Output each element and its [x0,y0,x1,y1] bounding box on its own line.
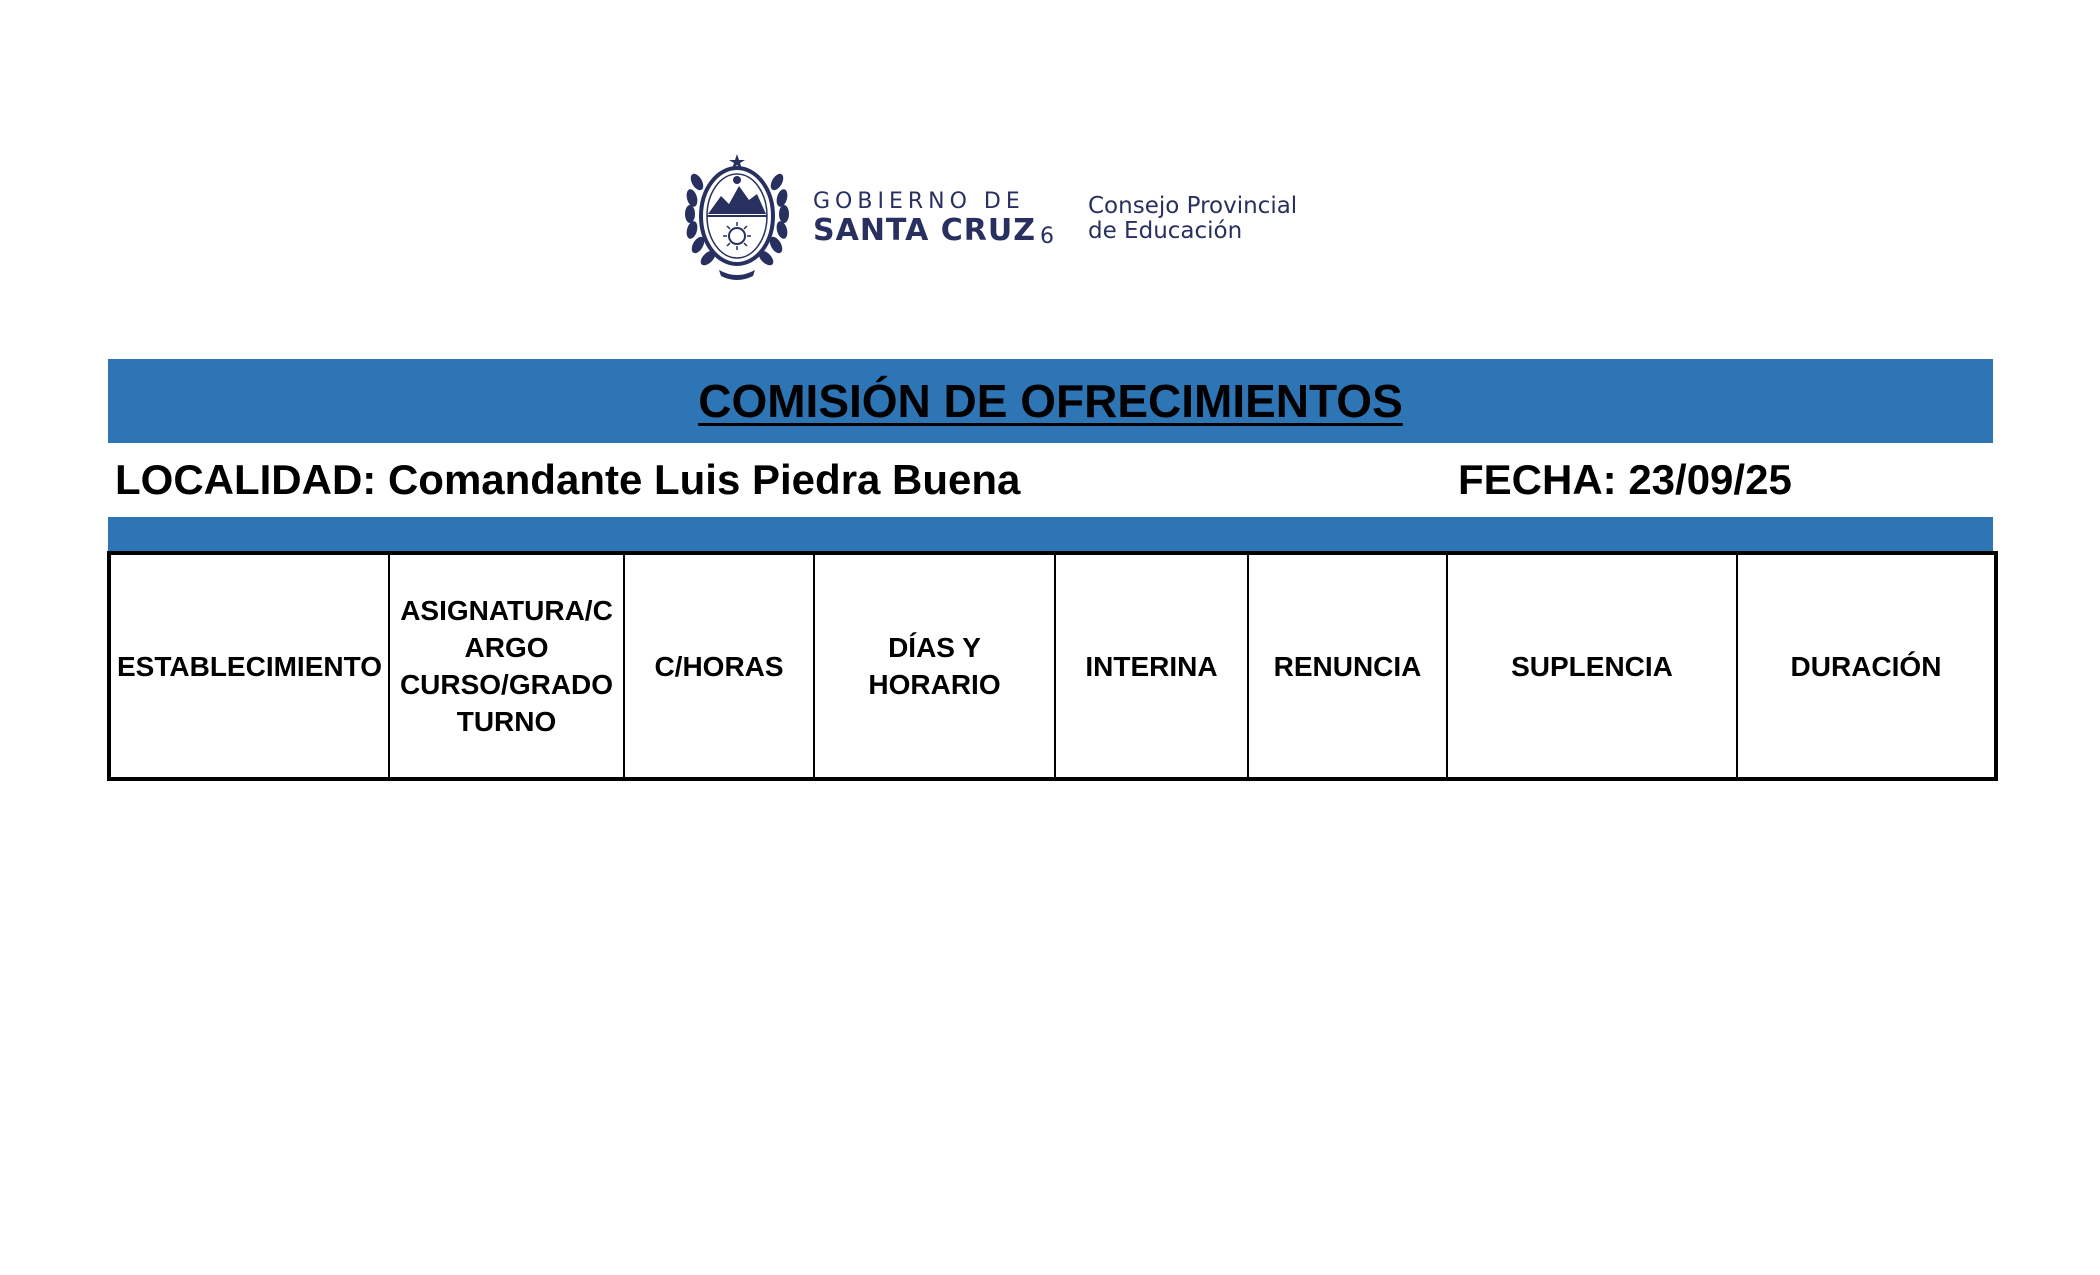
page-title: COMISIÓN DE OFRECIMIENTOS [698,375,1403,427]
consejo-wordmark [1088,194,1297,244]
title-bar [108,359,1993,443]
offers-table [107,551,1998,781]
column-header-duracion: DURACIÓN [1737,553,1996,779]
localidad-label: LOCALIDAD: Comandante Luis Piedra Buena [115,456,1021,503]
column-header-asignatura: ASIGNATURA/C ARGO CURSO/GRADO TURNO [389,553,624,779]
fecha-label: FECHA: 23/09/25 [1458,456,1792,503]
header-separator-bar [108,517,1993,551]
column-header-establecimiento: ESTABLECIMIENTO [109,553,389,779]
consejo-line2: de Educación [1088,218,1243,244]
gobierno-province: SANTA CRUZ [813,213,1036,248]
gobierno-wordmark [813,190,1055,254]
gobierno-line1: GOBIERNO DE [813,189,1025,214]
table-header-row [109,553,1996,779]
consejo-line1: Consejo Provincial [1088,193,1298,219]
column-header-c-horas: C/HORAS [624,553,814,779]
column-header-suplencia: SUPLENCIA [1447,553,1737,779]
santa-cruz-coat-of-arms-icon [683,152,791,284]
logo-header [683,152,1323,284]
gobierno-suffix: 6 [1039,224,1055,249]
gobierno-line2 [813,214,1055,254]
column-header-dias-horario: DÍAS Y HORARIO [814,553,1055,779]
column-header-interina: INTERINA [1055,553,1248,779]
column-header-renuncia: RENUNCIA [1248,553,1447,779]
